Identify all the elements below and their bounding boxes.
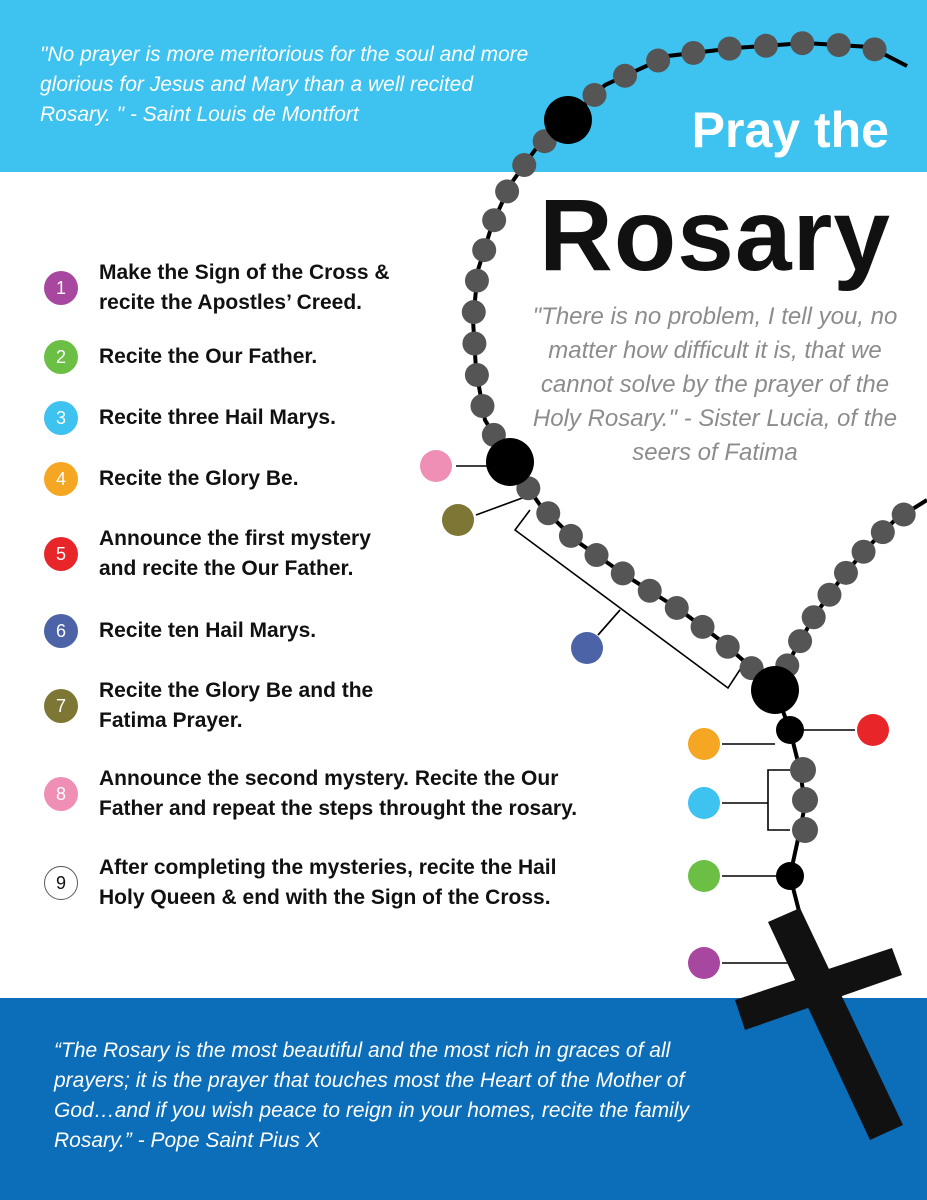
step-number-badge: 4 bbox=[44, 462, 78, 496]
step-text: Make the Sign of the Cross & recite the Apostles’ Creed. bbox=[99, 261, 390, 314]
header-quote: "No prayer is more meritorious for the soul and more glorious for Jesus and Mary than a well recited Rosary. " - Saint Louis de Montfort bbox=[40, 43, 529, 126]
rosary-bead bbox=[582, 83, 606, 107]
step-2 bbox=[44, 340, 317, 374]
rosary-bead bbox=[462, 332, 486, 356]
step-5 bbox=[44, 524, 371, 584]
step-marker-dot bbox=[688, 860, 720, 892]
rosary-bead bbox=[462, 300, 486, 324]
step-text: Recite the Glory Be. bbox=[99, 467, 299, 490]
step-number-badge: 6 bbox=[44, 614, 78, 648]
rosary-bead bbox=[716, 635, 740, 659]
rosary-bead bbox=[646, 49, 670, 73]
step-marker-dot bbox=[420, 450, 452, 482]
rosary-bead bbox=[482, 208, 506, 232]
step-1 bbox=[44, 258, 390, 318]
step-text: Recite the Glory Be and the Fatima Prayer. bbox=[99, 679, 374, 732]
rosary-bead bbox=[613, 64, 637, 88]
step-marker-dot bbox=[688, 728, 720, 760]
step-6 bbox=[44, 614, 316, 648]
step-number-badge: 5 bbox=[44, 537, 78, 571]
rosary-bead bbox=[585, 543, 609, 567]
rosary-bead bbox=[495, 179, 519, 203]
rosary-bead bbox=[802, 605, 826, 629]
rosary-bead bbox=[790, 31, 814, 55]
rosary-bead bbox=[665, 596, 689, 620]
step-number-badge: 7 bbox=[44, 689, 78, 723]
step-text: Announce the second mystery. Recite the Our Father and repeat the steps throught the rosary. bbox=[99, 767, 578, 820]
rosary-large-bead bbox=[751, 666, 799, 714]
rosary-bead bbox=[536, 501, 560, 525]
rosary-large-bead bbox=[776, 862, 804, 890]
rosary-bead bbox=[790, 757, 816, 783]
step-text: Recite three Hail Marys. bbox=[99, 406, 336, 429]
rosary-bead bbox=[470, 394, 494, 418]
rosary-bead bbox=[465, 269, 489, 293]
step-9 bbox=[44, 853, 556, 913]
step-marker-dot bbox=[571, 632, 603, 664]
rosary-bead bbox=[465, 363, 489, 387]
step-4 bbox=[44, 462, 299, 496]
step-text: Recite the Our Father. bbox=[99, 345, 318, 368]
footer-quote: “The Rosary is the most beautiful and the most rich in graces of all prayers; it is the prayer that touches most the Heart of the Mother of God…and if you wish peace to reign in your homes, recite the family Rosary.” - Pope Saint Pius X bbox=[54, 1039, 689, 1152]
rosary-bead bbox=[892, 503, 916, 527]
rosary-bead bbox=[611, 561, 635, 585]
step-8 bbox=[44, 764, 577, 824]
crucifix-icon bbox=[735, 908, 903, 1140]
rosary-bead bbox=[472, 238, 496, 262]
rosary-large-bead bbox=[544, 96, 592, 144]
title-pray-the: Pray the bbox=[691, 102, 889, 158]
rosary-bead bbox=[754, 34, 778, 58]
rosary-bead bbox=[681, 41, 705, 65]
rosary-bead bbox=[852, 540, 876, 564]
rosary-bead bbox=[863, 37, 887, 61]
rosary-bead bbox=[691, 615, 715, 639]
rosary-bead bbox=[512, 153, 536, 177]
step-marker-dot bbox=[688, 787, 720, 819]
step-text: Recite ten Hail Marys. bbox=[99, 619, 317, 642]
middle-quote: "There is no problem, I tell you, no matter how difficult it is, that we cannot solve by the prayer of the Holy Rosary." - Sister Lucia, of the seers of Fatima bbox=[532, 303, 898, 466]
step-text: After completing the mysteries, recite the Hail Holy Queen & end with the Sign of the Cross. bbox=[99, 856, 557, 909]
step-number-badge: 2 bbox=[44, 340, 78, 374]
step-number-badge: 1 bbox=[44, 271, 78, 305]
rosary-bead bbox=[792, 817, 818, 843]
rosary-bead bbox=[718, 37, 742, 61]
rosary-bead bbox=[638, 579, 662, 603]
step-number-badge: 8 bbox=[44, 777, 78, 811]
page-title: Rosary bbox=[539, 178, 891, 292]
step-3 bbox=[44, 401, 336, 435]
rosary-bead bbox=[817, 583, 841, 607]
rosary-bead bbox=[788, 629, 812, 653]
rosary-bead bbox=[792, 787, 818, 813]
step-7 bbox=[44, 676, 373, 736]
step-number-badge: 3 bbox=[44, 401, 78, 435]
step-marker-dot bbox=[857, 714, 889, 746]
rosary-bead bbox=[871, 520, 895, 544]
step-number-badge: 9 bbox=[44, 866, 78, 900]
rosary-large-bead bbox=[776, 716, 804, 744]
rosary-bead bbox=[827, 33, 851, 57]
step-marker-dot bbox=[442, 504, 474, 536]
step-marker-dot bbox=[688, 947, 720, 979]
step-text: Announce the first mystery and recite the Our Father. bbox=[99, 527, 371, 580]
rosary-bead bbox=[559, 524, 583, 548]
rosary-bead bbox=[834, 561, 858, 585]
